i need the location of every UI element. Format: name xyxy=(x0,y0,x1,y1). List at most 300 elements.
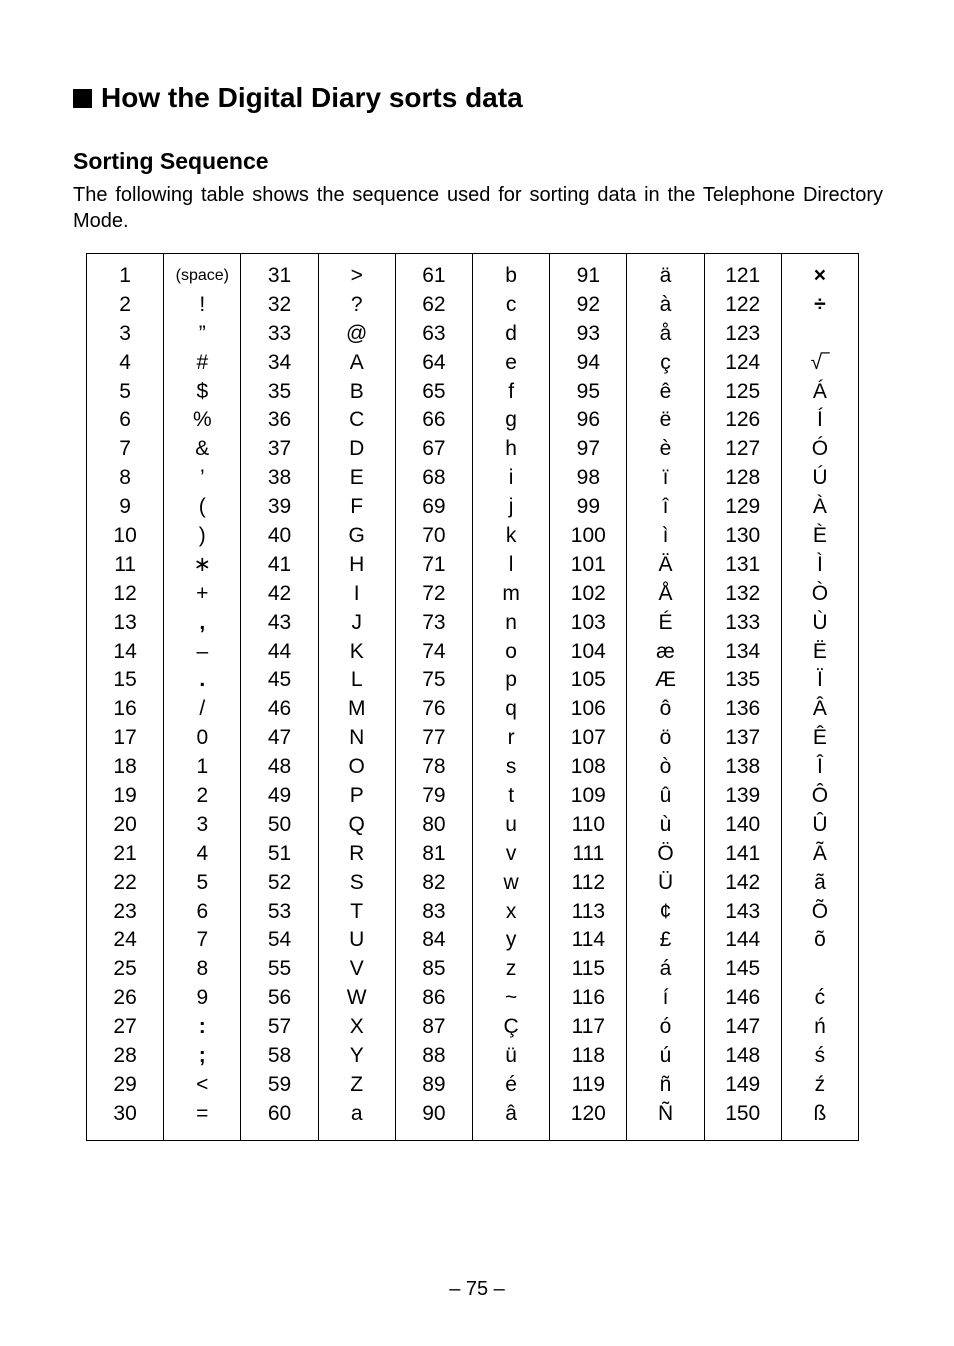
sequence-number-cell: 42 xyxy=(267,581,292,605)
sequence-character-cell: S xyxy=(349,870,364,894)
sequence-character-cell xyxy=(782,955,858,984)
sequence-number-cell: 134 xyxy=(725,639,761,663)
sequence-number-cell: 116 xyxy=(571,986,606,1010)
sequence-character-cell: Ç xyxy=(503,1015,519,1039)
sequence-number-cell: 64 xyxy=(422,350,446,374)
sequence-number-cell: 43 xyxy=(267,610,292,634)
sequence-character-cell: a xyxy=(350,1101,363,1125)
sequence-number-cell: 30 xyxy=(113,1101,137,1125)
sequence-character-cell: 7 xyxy=(196,928,209,952)
sequence-character-cell: ú xyxy=(659,1044,672,1068)
sequence-character-cell: Ù xyxy=(812,610,828,634)
sequence-number-cell: 140 xyxy=(725,812,761,836)
sequence-character-cell: f xyxy=(508,379,515,403)
sequence-characters-column xyxy=(164,254,241,1140)
intro-paragraph: The following table shows the sequence used for sorting data in the Telephone Directory Mode. xyxy=(73,184,883,232)
sequence-number-cell: 28 xyxy=(113,1044,137,1068)
sequence-character-cell: Â xyxy=(812,697,827,721)
sequence-character-cell: n xyxy=(505,610,517,634)
sequence-character-cell: Î xyxy=(817,755,823,779)
sequence-character-cell: L xyxy=(350,668,363,692)
sequence-number-cell: 110 xyxy=(571,812,606,836)
sequence-number-cell: 123 xyxy=(725,321,761,345)
sequence-number-cell: 83 xyxy=(422,899,446,923)
sequence-number-cell: 68 xyxy=(422,466,446,490)
sequence-number-cell: 128 xyxy=(725,466,761,490)
sequence-character-cell: R xyxy=(349,841,365,865)
sequence-character-cell: Ê xyxy=(812,726,827,750)
sequence-number-cell: 87 xyxy=(422,1015,446,1039)
sequence-character-cell: î xyxy=(662,495,669,519)
sequence-number-cell: 126 xyxy=(725,408,761,432)
sequence-character-cell: ã xyxy=(814,870,826,894)
sequence-character-cell: ” xyxy=(198,321,206,345)
sequence-number-cell: 113 xyxy=(571,899,606,923)
sequence-number-cell: 93 xyxy=(576,321,600,345)
sequence-number-cell: 50 xyxy=(267,812,292,836)
sequence-character-cell: Ô xyxy=(811,784,829,808)
sequence-number-cell: 18 xyxy=(113,755,137,779)
sequence-number-cell: 53 xyxy=(267,899,292,923)
sequence-number-cell: 101 xyxy=(570,552,606,576)
section-heading xyxy=(73,80,523,116)
sequence-character-cell: å xyxy=(659,321,672,345)
sequence-character-cell: K xyxy=(349,639,364,663)
sequence-character-cell: 0 xyxy=(196,726,209,750)
sequence-character-cell: r xyxy=(507,726,515,750)
sequence-character-cell: Y xyxy=(349,1044,364,1068)
sequence-number-cell: 138 xyxy=(725,755,761,779)
sequence-character-cell: ; xyxy=(198,1044,206,1068)
sequence-number-cell: 109 xyxy=(570,784,606,808)
sequence-character-cell: D xyxy=(349,437,365,461)
sequence-character-cell: / xyxy=(199,697,206,721)
sequence-number-cell: 63 xyxy=(422,321,446,345)
sequence-character-cell: F xyxy=(350,495,364,519)
sequence-numbers-column xyxy=(241,254,318,1140)
page-number: – 75 – xyxy=(449,1278,505,1300)
sequence-number-cell: 131 xyxy=(725,552,761,576)
sequence-number-cell: 46 xyxy=(267,697,292,721)
sequence-character-cell: ó xyxy=(659,1015,672,1039)
sequence-character-cell: , xyxy=(199,610,206,634)
sequence-number-cell: 36 xyxy=(267,408,292,432)
sequence-character-cell: æ xyxy=(656,639,675,663)
sequence-number-cell: 19 xyxy=(113,784,137,808)
sequence-character-cell: z xyxy=(505,957,517,981)
sequence-character-cell: g xyxy=(505,408,517,432)
sequence-character-cell: P xyxy=(349,784,364,808)
sequence-number-cell: 37 xyxy=(267,437,292,461)
sequence-character-cell: ì xyxy=(662,524,669,548)
sequence-number-cell: 23 xyxy=(113,899,137,923)
sequence-character-cell: @ xyxy=(346,321,368,345)
sequence-number-cell: 104 xyxy=(570,639,606,663)
sequence-number-cell: 117 xyxy=(571,1015,606,1039)
sequence-number-cell: 69 xyxy=(422,495,446,519)
sequence-number-cell: 58 xyxy=(267,1044,292,1068)
sequence-number-cell: 141 xyxy=(725,841,761,865)
section-heading-text: How the Digital Diary sorts data xyxy=(101,82,523,113)
sequence-number-cell: 55 xyxy=(267,957,292,981)
sequence-number-cell: 92 xyxy=(576,292,600,316)
sequence-number-cell: 94 xyxy=(576,350,600,374)
subheading: Sorting Sequence xyxy=(73,148,269,174)
sequence-character-cell: 3 xyxy=(196,812,209,836)
sequence-character-cell: ∗ xyxy=(193,552,212,576)
sequence-character-cell: ! xyxy=(199,292,206,316)
sequence-number-cell: 80 xyxy=(422,812,446,836)
sequence-number-cell: 144 xyxy=(725,928,761,952)
sequence-character-cell: % xyxy=(192,408,212,432)
sequence-character-cell: ¢ xyxy=(659,899,672,923)
sequence-number-cell: 145 xyxy=(725,957,761,981)
sequence-number-cell: 137 xyxy=(725,726,761,750)
sequence-number-cell: 99 xyxy=(576,495,600,519)
sequence-number-cell: 61 xyxy=(422,264,446,287)
sequence-character-cell: √‾ xyxy=(810,350,830,374)
sequence-character-cell: â xyxy=(505,1101,517,1125)
sequence-character-cell: 2 xyxy=(196,784,209,808)
sequence-characters-column xyxy=(782,254,858,1140)
sorting-sequence-table xyxy=(86,253,859,1141)
sequence-character-cell: y xyxy=(505,928,517,952)
sequence-character-cell: o xyxy=(505,639,517,663)
sequence-number-cell: 3 xyxy=(119,321,131,345)
sequence-characters-column xyxy=(627,254,704,1140)
sequence-number-cell: 142 xyxy=(725,870,761,894)
sequence-number-cell: 146 xyxy=(725,986,761,1010)
sequence-number-cell: 4 xyxy=(119,350,131,374)
sequence-character-cell: Ñ xyxy=(657,1101,674,1125)
sequence-character-cell: Q xyxy=(348,812,365,836)
sequence-number-cell: 40 xyxy=(267,524,292,548)
sequence-number-cell: 133 xyxy=(725,610,761,634)
sequence-number-cell: 9 xyxy=(119,495,131,519)
sequence-character-cell: á xyxy=(659,957,672,981)
sequence-number-cell: 120 xyxy=(570,1101,606,1125)
sequence-character-cell: I xyxy=(353,581,360,605)
sequence-character-cell: e xyxy=(505,350,517,374)
sequence-number-cell: 88 xyxy=(422,1044,446,1068)
sequence-character-cell: Í xyxy=(817,408,823,432)
sequence-number-cell: 95 xyxy=(576,379,600,403)
sequence-character-cell: J xyxy=(351,610,362,634)
sequence-number-cell: 29 xyxy=(113,1072,137,1096)
sequence-number-cell: 89 xyxy=(422,1072,446,1096)
sequence-character-cell: × xyxy=(813,264,827,287)
sequence-number-cell: 118 xyxy=(571,1044,606,1068)
sequence-number-cell: 52 xyxy=(267,870,292,894)
sequence-character-cell: Ì xyxy=(817,552,823,576)
sequence-character-cell: (space) xyxy=(175,267,229,284)
sequence-number-cell: 148 xyxy=(725,1044,761,1068)
sequence-numbers-column xyxy=(87,254,164,1140)
sequence-number-cell: 78 xyxy=(422,755,446,779)
sequence-number-cell: 98 xyxy=(576,466,600,490)
sequence-number-cell: 127 xyxy=(725,437,761,461)
sequence-character-cell: T xyxy=(350,899,364,923)
sequence-number-cell: 149 xyxy=(725,1072,761,1096)
sequence-character-cell: ö xyxy=(659,726,672,750)
sequence-number-cell: 21 xyxy=(113,841,137,865)
sequence-number-cell: 7 xyxy=(119,437,131,461)
sequence-number-cell: 62 xyxy=(422,292,446,316)
sequence-number-cell: 103 xyxy=(570,610,606,634)
sequence-number-cell: 41 xyxy=(267,552,292,576)
sequence-character-cell: 1 xyxy=(196,755,209,779)
sequence-number-cell: 107 xyxy=(570,726,606,750)
sequence-character-cell: X xyxy=(349,1015,364,1039)
sequence-number-cell: 105 xyxy=(570,668,606,692)
sequence-character-cell: ~ xyxy=(504,986,518,1010)
sequence-character-cell: – xyxy=(196,639,209,663)
sequence-number-cell: 12 xyxy=(113,581,137,605)
sequence-number-cell: 72 xyxy=(422,581,446,605)
sequence-number-cell: 85 xyxy=(422,957,446,981)
sequence-character-cell: Å xyxy=(658,581,673,605)
sequence-number-cell: 70 xyxy=(422,524,446,548)
sequence-number-cell: 27 xyxy=(113,1015,137,1039)
sequence-character-cell: Ä xyxy=(658,552,673,576)
sequence-number-cell: 75 xyxy=(422,668,446,692)
sequence-character-cell: û xyxy=(659,784,672,808)
sequence-character-cell: E xyxy=(349,466,364,490)
sequence-number-cell: 119 xyxy=(571,1072,606,1096)
sequence-number-cell: 86 xyxy=(422,986,446,1010)
sequence-number-cell: 14 xyxy=(113,639,137,663)
black-square-icon xyxy=(73,89,92,108)
sequence-character-cell: H xyxy=(349,552,365,576)
sequence-character-cell: õ xyxy=(814,928,826,952)
sequence-character-cell: 4 xyxy=(196,841,209,865)
sequence-character-cell: É xyxy=(658,610,673,634)
sequence-character-cell: U xyxy=(349,928,365,952)
sequence-character-cell: ź xyxy=(814,1072,826,1096)
sequence-number-cell: 112 xyxy=(571,870,606,894)
sequence-number-cell: 22 xyxy=(113,870,137,894)
sequence-character-cell: V xyxy=(349,957,364,981)
sequence-character-cell: ) xyxy=(198,524,206,548)
sequence-number-cell: 1 xyxy=(119,264,131,287)
sequence-character-cell: ô xyxy=(659,697,672,721)
sequence-character-cell: > xyxy=(350,264,363,287)
sequence-number-cell: 73 xyxy=(422,610,446,634)
sequence-number-cell: 66 xyxy=(422,408,446,432)
sequence-number-cell: 77 xyxy=(422,726,446,750)
sequence-number-cell: 45 xyxy=(267,668,292,692)
sequence-number-cell: 124 xyxy=(725,350,761,374)
sequence-number-cell: 150 xyxy=(725,1101,761,1125)
sequence-character-cell: ä xyxy=(659,264,672,287)
sequence-number-cell: 97 xyxy=(576,437,600,461)
sequence-number-cell: 2 xyxy=(119,292,131,316)
sequence-character-cell: ć xyxy=(814,986,826,1010)
sequence-character-cell: i xyxy=(508,466,514,490)
sequence-number-cell: 132 xyxy=(725,581,761,605)
sequence-number-cell: 15 xyxy=(113,668,137,692)
sequence-number-cell: 111 xyxy=(572,841,605,865)
sequence-number-cell: 143 xyxy=(725,899,761,923)
sequence-number-cell: 81 xyxy=(422,841,446,865)
sequence-character-cell: u xyxy=(505,812,517,836)
sequence-number-cell: 79 xyxy=(422,784,446,808)
sequence-character-cell: ’ xyxy=(199,466,205,490)
sequence-number-cell: 33 xyxy=(267,321,292,345)
sequence-character-cell: c xyxy=(505,292,517,316)
sequence-number-cell: 129 xyxy=(725,495,761,519)
sequence-number-cell: 20 xyxy=(113,812,137,836)
sequence-number-cell: 139 xyxy=(725,784,761,808)
sequence-character-cell: Z xyxy=(350,1072,364,1096)
sequence-character-cell: : xyxy=(198,1015,206,1039)
sequence-character-cell: b xyxy=(505,264,517,287)
sequence-character-cell: B xyxy=(349,379,364,403)
sequence-number-cell: 76 xyxy=(422,697,446,721)
sequence-number-cell: 90 xyxy=(422,1101,446,1125)
sequence-character-cell xyxy=(782,320,858,349)
sequence-number-cell: 31 xyxy=(267,264,292,287)
sequence-number-cell: 74 xyxy=(422,639,446,663)
sequence-number-cell: 48 xyxy=(267,755,292,779)
sequence-number-cell: 135 xyxy=(725,668,761,692)
sequence-number-cell: 102 xyxy=(570,581,606,605)
sequence-number-cell: 5 xyxy=(119,379,131,403)
sequence-number-cell: 84 xyxy=(422,928,446,952)
sequence-character-cell: à xyxy=(659,292,672,316)
sequence-character-cell: Ú xyxy=(812,466,828,490)
sequence-character-cell: Ó xyxy=(811,437,829,461)
sequence-number-cell: 32 xyxy=(267,292,292,316)
sequence-number-cell: 130 xyxy=(725,524,761,548)
sequence-character-cell: è xyxy=(659,437,672,461)
sequence-number-cell: 71 xyxy=(422,552,446,576)
sequence-character-cell: s xyxy=(505,755,517,779)
sequence-character-cell: Æ xyxy=(655,668,677,692)
sequence-character-cell: Ë xyxy=(812,639,827,663)
sequence-number-cell: 125 xyxy=(725,379,761,403)
sequence-character-cell: ß xyxy=(813,1101,827,1125)
sequence-number-cell: 108 xyxy=(570,755,606,779)
sequence-character-cell: h xyxy=(505,437,517,461)
sequence-numbers-column xyxy=(550,254,627,1140)
sequence-number-cell: 96 xyxy=(576,408,600,432)
sequence-character-cell: ë xyxy=(659,408,672,432)
sequence-character-cell: m xyxy=(502,581,520,605)
sequence-character-cell: ù xyxy=(659,812,672,836)
sequence-character-cell: È xyxy=(812,524,827,548)
sequence-character-cell: & xyxy=(195,437,210,461)
sequence-character-cell: À xyxy=(812,495,827,519)
sequence-number-cell: 115 xyxy=(571,957,606,981)
sequence-character-cell: t xyxy=(508,784,515,808)
sequence-number-cell: 16 xyxy=(113,697,137,721)
sequence-character-cell: N xyxy=(349,726,365,750)
sequence-character-cell: 5 xyxy=(196,870,209,894)
sequence-number-cell: 11 xyxy=(114,552,136,576)
sequence-character-cell: Õ xyxy=(811,899,829,923)
sequence-character-cell: # xyxy=(196,350,209,374)
sequence-character-cell: Û xyxy=(812,812,828,836)
sequence-character-cell: ê xyxy=(659,379,672,403)
sequence-character-cell: d xyxy=(505,321,517,345)
sequence-number-cell: 60 xyxy=(267,1101,292,1125)
sequence-number-cell: 51 xyxy=(267,841,292,865)
sequence-character-cell: . xyxy=(199,668,206,692)
sequence-character-cell: ò xyxy=(659,755,672,779)
sequence-character-cell: Ö xyxy=(657,841,674,865)
sequence-number-cell: 10 xyxy=(113,524,137,548)
sequence-number-cell: 122 xyxy=(725,292,761,316)
sequence-number-cell: 38 xyxy=(267,466,292,490)
sequence-number-cell: 147 xyxy=(725,1015,761,1039)
sequence-characters-column xyxy=(319,254,396,1140)
sequence-character-cell: Ã xyxy=(812,841,827,865)
sequence-number-cell: 57 xyxy=(267,1015,292,1039)
sequence-character-cell: ń xyxy=(814,1015,826,1039)
sequence-character-cell: £ xyxy=(659,928,672,952)
sequence-character-cell: ( xyxy=(198,495,206,519)
sequence-number-cell: 34 xyxy=(267,350,292,374)
sequence-number-cell: 8 xyxy=(119,466,131,490)
sequence-number-cell: 24 xyxy=(113,928,137,952)
sequence-character-cell: A xyxy=(349,350,364,374)
sequence-character-cell: é xyxy=(505,1072,517,1096)
sequence-number-cell: 13 xyxy=(113,610,137,634)
sequence-character-cell: O xyxy=(348,755,365,779)
sequence-character-cell: j xyxy=(508,495,514,519)
sequence-number-cell: 59 xyxy=(267,1072,292,1096)
sequence-character-cell: G xyxy=(348,524,365,548)
sequence-character-cell: ? xyxy=(350,292,363,316)
sequence-character-cell: ÷ xyxy=(814,292,826,316)
sequence-number-cell: 6 xyxy=(119,408,131,432)
sequence-character-cell: Ò xyxy=(811,581,829,605)
sequence-character-cell: W xyxy=(346,986,367,1010)
sequence-number-cell: 106 xyxy=(570,697,606,721)
sequence-character-cell: x xyxy=(505,899,517,923)
sequence-number-cell: 54 xyxy=(267,928,292,952)
sequence-character-cell: q xyxy=(505,697,517,721)
sequence-character-cell: + xyxy=(196,581,209,605)
sequence-character-cell: $ xyxy=(196,379,209,403)
sequence-number-cell: 56 xyxy=(267,986,292,1010)
sequence-character-cell: v xyxy=(505,841,517,865)
sequence-number-cell: 44 xyxy=(267,639,292,663)
sequence-character-cell: Á xyxy=(812,379,827,403)
sequence-character-cell: 8 xyxy=(196,957,209,981)
sequence-character-cell: Ï xyxy=(817,668,823,692)
sequence-character-cell: M xyxy=(347,697,366,721)
sequence-character-cell: w xyxy=(503,870,519,894)
sequence-character-cell: ñ xyxy=(659,1072,672,1096)
sequence-number-cell: 82 xyxy=(422,870,446,894)
sequence-character-cell: 9 xyxy=(196,986,209,1010)
sequence-character-cell: í xyxy=(662,986,669,1010)
sequence-character-cell: l xyxy=(508,552,514,576)
sequence-character-cell: Ü xyxy=(657,870,674,894)
sequence-number-cell: 136 xyxy=(725,697,761,721)
sequence-number-cell: 121 xyxy=(725,264,761,287)
sequence-number-cell: 49 xyxy=(267,784,292,808)
sequence-number-cell: 114 xyxy=(571,928,606,952)
sequence-character-cell: ś xyxy=(814,1044,826,1068)
sequence-number-cell: 67 xyxy=(422,437,446,461)
sequence-numbers-column xyxy=(396,254,473,1140)
sequence-number-cell: 35 xyxy=(267,379,292,403)
sequence-number-cell: 39 xyxy=(267,495,292,519)
sequence-character-cell: < xyxy=(196,1072,209,1096)
